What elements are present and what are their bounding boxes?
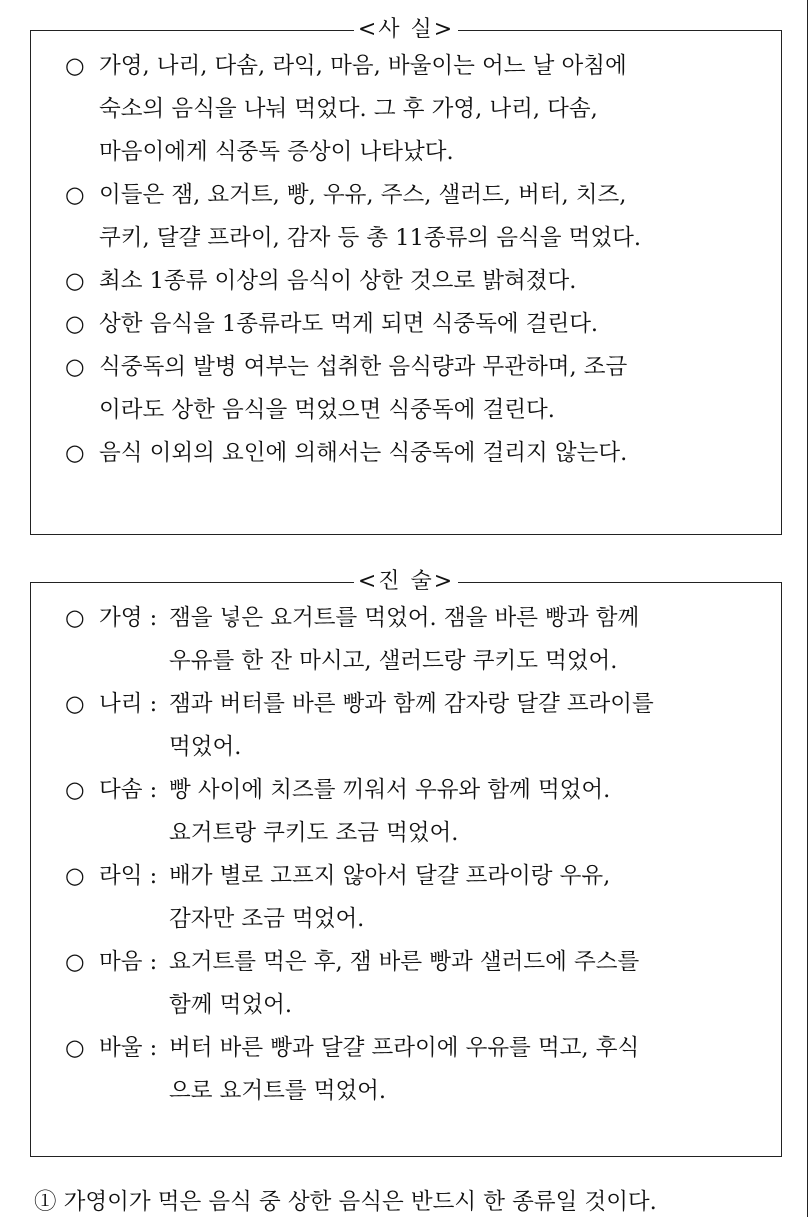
fact-text: 음식 이외의 요인에 의해서는 식중독에 걸리지 않는다. (99, 440, 628, 466)
fact-item (65, 303, 763, 346)
fact-text: 상한 음식을 1종류라도 먹게 되면 식중독에 걸린다. (99, 311, 599, 337)
fact-item (65, 174, 763, 260)
answer-choice-partial: ① 가영이가 먹은 음식 중 상한 음식은 반드시 한 종류일 것이다. (34, 1189, 657, 1215)
statement-text: 잼과 버터를 바른 빵과 함께 감자랑 달걀 프라이를 먹었어. (169, 691, 654, 760)
facts-title: <사 실> (31, 17, 781, 43)
statement-item (65, 941, 763, 1027)
facts-box (30, 17, 782, 535)
statement-item (65, 1027, 763, 1113)
fact-text: 이들은 잼, 요거트, 빵, 우유, 주스, 샐러드, 버터, 치즈, 쿠키, 달걀 프라이, 감자 등 총 11종류의 음식을 먹었다. (99, 182, 642, 251)
speaker-name: 라익 : (99, 863, 158, 889)
fact-item (65, 260, 763, 303)
statement-text: 잼을 넣은 요거트를 먹었어. 잼을 바른 빵과 함께 우유를 한 잔 마시고, 샐러드랑 쿠키도 먹었어. (169, 605, 640, 674)
bullet-circle: ○ (65, 268, 85, 294)
bullet-circle: ○ (65, 311, 85, 337)
fact-text: 식중독의 발병 여부는 섭취한 음식량과 무관하며, 조금 이라도 상한 음식을 먹었으면 식중독에 걸린다. (99, 354, 628, 423)
fact-item (65, 432, 763, 475)
bullet-circle: ○ (65, 440, 85, 466)
fact-text: 최소 1종류 이상의 음식이 상한 것으로 밝혀졌다. (99, 268, 577, 294)
fact-text: 가영, 나리, 다솜, 라익, 마음, 바울이는 어느 날 아침에 숙소의 음식을 나눠 먹었다. 그 후 가영, 나리, 다솜, 마음이에게 식중독 증상이 나타났다. (99, 53, 627, 165)
statement-text: 요거트를 먹은 후, 잼 바른 빵과 샐러드에 주스를 함께 먹었어. (169, 949, 640, 1018)
bullet-circle: ○ (65, 53, 85, 79)
statement-item (65, 769, 763, 855)
speaker-name: 마음 : (99, 949, 158, 975)
speaker-name: 다솜 : (99, 777, 158, 803)
statement-item (65, 597, 763, 683)
statement-text: 빵 사이에 치즈를 끼워서 우유와 함께 먹었어. 요거트랑 쿠키도 조금 먹었어. (169, 777, 611, 846)
bullet-circle: ○ (65, 691, 85, 717)
speaker-name: 바울 : (99, 1035, 158, 1061)
page-edge-rule (807, 0, 808, 1217)
bullet-circle: ○ (65, 182, 85, 208)
bullet-circle: ○ (65, 1035, 85, 1061)
statements-title: <진 술> (31, 569, 781, 595)
statement-item (65, 855, 763, 941)
statement-item (65, 683, 763, 769)
bullet-circle: ○ (65, 863, 85, 889)
bullet-circle: ○ (65, 605, 85, 631)
statement-text: 버터 바른 빵과 달걀 프라이에 우유를 먹고, 후식 으로 요거트를 먹었어. (169, 1035, 640, 1104)
speaker-name: 나리 : (99, 691, 158, 717)
bullet-circle: ○ (65, 354, 85, 380)
bullet-circle: ○ (65, 949, 85, 975)
statements-box (30, 569, 782, 1157)
fact-item (65, 346, 763, 432)
bullet-circle: ○ (65, 777, 85, 803)
statement-text: 배가 별로 고프지 않아서 달걀 프라이랑 우유, 감자만 조금 먹었어. (169, 863, 611, 932)
fact-item (65, 45, 763, 174)
speaker-name: 가영 : (99, 605, 158, 631)
